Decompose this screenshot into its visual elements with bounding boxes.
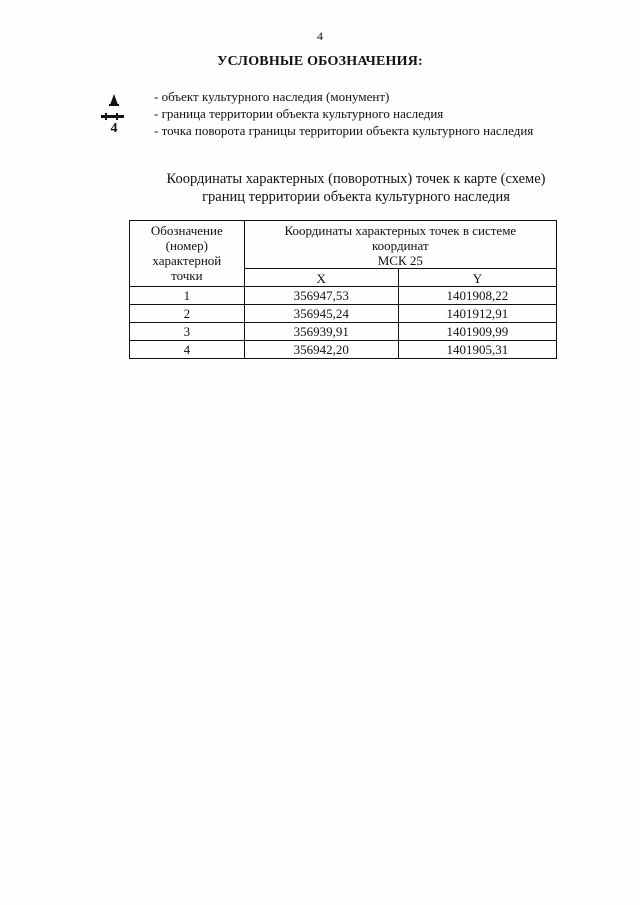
table-caption	[0, 170, 640, 206]
legend-item-boundary: - граница территории объекта культурного наследия	[154, 106, 444, 121]
legend-item-turning-point: - точка поворота границы территории объекта культурного наследия	[154, 123, 534, 138]
header-y: Y	[398, 269, 556, 287]
monument-base-icon	[109, 104, 119, 106]
caption-line-1: Координаты характерных (поворотных) точек к карте (схеме)	[166, 171, 546, 187]
legend-title: УСЛОВНЫЕ ОБОЗНАЧЕНИЯ:	[217, 54, 423, 69]
cell-y: 1401908,22	[398, 287, 556, 305]
cell-x: 356945,24	[244, 305, 398, 323]
coordinates-table	[129, 220, 557, 359]
legend-item-monument: - объект культурного наследия (монумент)	[154, 89, 390, 104]
header-x: X	[244, 269, 398, 287]
cell-y: 1401909,99	[398, 323, 556, 341]
table-row	[130, 287, 557, 305]
header-coordinates: Координаты характерных точек в системе координат МСК 25	[244, 221, 556, 269]
table-row	[130, 305, 557, 323]
header-point-designation: Обозначение (номер) характерной точки	[130, 221, 245, 287]
boundary-line-icon	[101, 115, 124, 118]
page-number: 4	[317, 29, 323, 43]
cell-y: 1401905,31	[398, 341, 556, 359]
cell-point-number: 3	[130, 323, 245, 341]
cell-x: 356942,20	[244, 341, 398, 359]
table-header-row	[130, 221, 557, 269]
cell-point-number: 1	[130, 287, 245, 305]
caption-line-2: границ территории объекта культурного наследия	[202, 189, 510, 205]
turning-point-icon: 4	[110, 121, 118, 136]
cell-y: 1401912,91	[398, 305, 556, 323]
cell-point-number: 4	[130, 341, 245, 359]
cell-point-number: 2	[130, 305, 245, 323]
cell-x: 356939,91	[244, 323, 398, 341]
table-row	[130, 341, 557, 359]
table-row	[130, 323, 557, 341]
cell-x: 356947,53	[244, 287, 398, 305]
